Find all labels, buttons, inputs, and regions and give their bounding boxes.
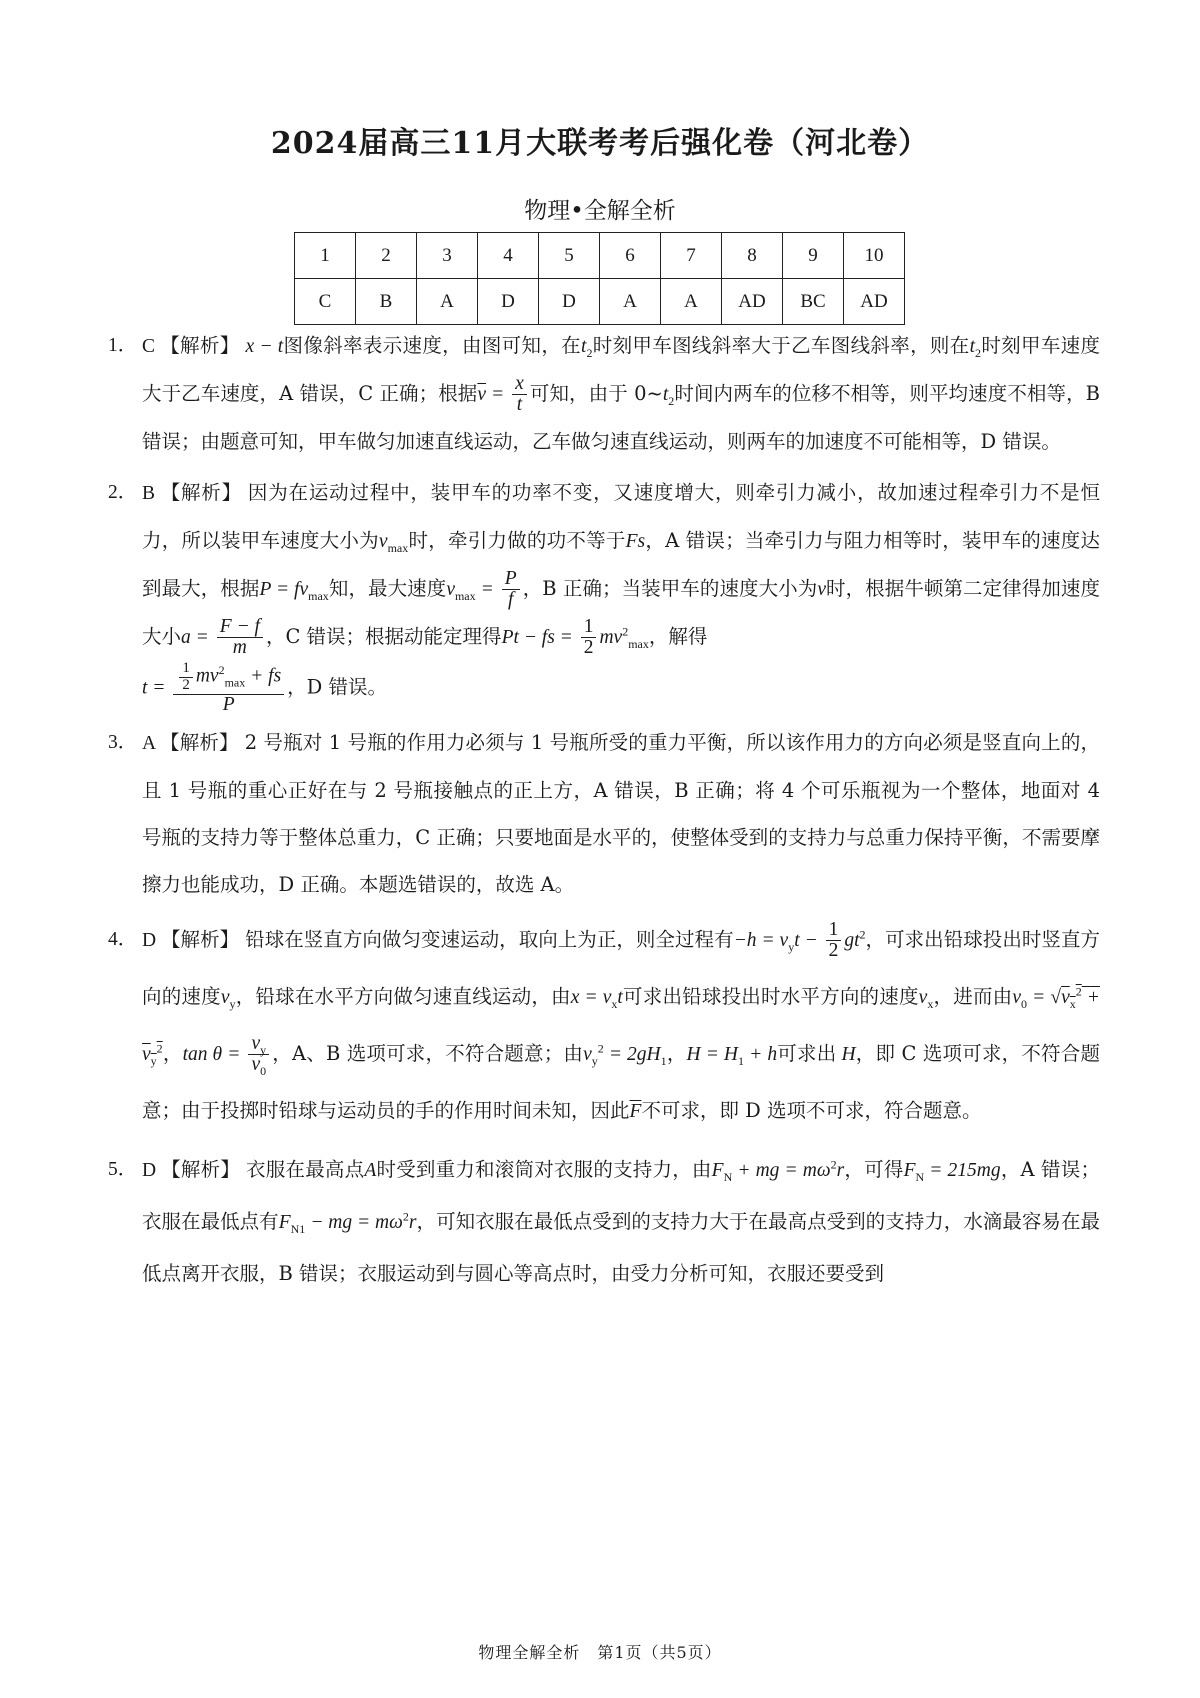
item-text: 时，根据牛顿第二定律得加速度大小: [142, 577, 1100, 648]
formula: A: [364, 1159, 377, 1181]
item-text: ，可求出铅球投出时竖直方向的速度: [142, 927, 1100, 1008]
item-text: ，A 错误；衣服在最低点有: [142, 1157, 1100, 1233]
table-cell: A: [600, 279, 661, 325]
fraction: $\frac{P}{f}$: [502, 569, 520, 611]
formula: $F_{N1}$ − mg = $m\omega^2r$: [278, 1209, 417, 1236]
item-text: 可求出: [777, 1041, 837, 1065]
page-title: 2024届高三11月大联考考后强化卷（河北卷）: [270, 126, 930, 161]
item-number: 1．: [108, 335, 138, 356]
item-text: ，可知衣服在最低点受到的支持力大于在最高点受到的支持力，水滴最容易在最低点离开衣服，B 错误；衣服运动到与圆心等高点时，由受力分析可知，衣服还要受到: [142, 1209, 1100, 1285]
item-text: ，可得: [844, 1157, 904, 1181]
formula: $v_x$: [918, 986, 934, 1011]
formula: $\overline{F}$: [629, 1100, 642, 1122]
page-footer: 物理全解全析 第1页（共5页）: [478, 1643, 722, 1662]
item-text: ，: [162, 1041, 183, 1065]
formula: $-h = v_yt$ −: [733, 929, 823, 954]
item-answer-key: D 【解析】: [142, 1159, 241, 1181]
formula: $v_y^2 = 2gH_1$: [583, 1041, 667, 1068]
formula: $t_2$: [581, 336, 593, 360]
item-text: ，C 错误；根据动能定理得: [265, 625, 502, 648]
item-text: 时受到重力和滚筒对衣服的支持力，由: [376, 1157, 712, 1181]
answer-table-answer-row: [295, 279, 905, 325]
formula: t =: [142, 677, 171, 699]
solutions-body: [108, 322, 1100, 1303]
table-cell: 2: [356, 233, 417, 279]
formula: Pt − fs =: [501, 627, 578, 648]
item-text: ，D 错误。: [287, 675, 388, 699]
item-text: ，A 错误；当牵引力与阻力相等时，装甲车的速度达到最大，根据: [142, 529, 1100, 600]
table-cell: AD: [722, 279, 783, 325]
formula: $P = fv_{max}$: [259, 579, 329, 603]
formula: tan θ =: [182, 1043, 246, 1065]
item-number: 5．: [108, 1158, 138, 1180]
table-cell: A: [661, 279, 722, 325]
formula: a =: [181, 627, 214, 648]
item-answer-key: C 【解析】: [142, 336, 240, 357]
table-cell: 5: [539, 233, 600, 279]
formula: Fs: [625, 531, 646, 552]
item-text: ，A、B 选项可求，不符合题意；由: [272, 1041, 584, 1065]
formula: $mv^2_{max}$: [599, 624, 649, 651]
item-text: 时刻甲车速度大于乙车速度，A 错误，C 正确；根据: [142, 334, 1100, 405]
item-text: ，铅球在水平方向做匀速直线运动，由: [235, 984, 571, 1008]
solution-item-1: [108, 322, 1100, 465]
item-text: 不可求，即 D 选项不可求，符合题意。: [641, 1098, 982, 1122]
fraction: $\frac{1}{2}$: [826, 920, 842, 962]
fraction: $\frac{1}{2}$ $mv^2_{max}$ + fs P: [173, 661, 284, 715]
table-cell: 8: [722, 233, 783, 279]
table-cell: 6: [600, 233, 661, 279]
item-answer-key: A 【解析】: [142, 732, 239, 754]
formula: $v_{max}$: [378, 531, 409, 555]
table-cell: D: [539, 279, 600, 325]
formula: $v_0 = √v_x^2 + v_y^2$: [142, 984, 1100, 1068]
item-number: 3．: [108, 731, 138, 753]
item-answer-key: D 【解析】: [142, 929, 240, 951]
solution-item-4: [108, 912, 1100, 1140]
item-text: ，B 正确；当装甲车的速度大小为: [522, 577, 818, 600]
table-cell: B: [356, 279, 417, 325]
item-text: 2 号瓶对 1 号瓶的作用力必须与 1 号瓶所受的重力平衡，所以该作用力的方向必须是竖直向上的，且 1 号瓶的重心正好在与 2 号瓶接触点的正上方，A 错误，B 正确；将 4 个可乐瓶视为一个整体，地面对 4 号瓶的支持力等于整体总重力，C 正确；只要地面是水平的，使整体受到的支持力与总重力保持平衡，不需要摩擦力也能成功，D 正确。本题选错误的，故选 A。: [142, 730, 1100, 896]
formula: v: [817, 579, 826, 600]
formula: x − t: [245, 336, 284, 357]
answer-table: [294, 232, 905, 325]
item-number: 2．: [108, 482, 138, 503]
item-text: 时，牵引力做的功不等于: [408, 529, 626, 552]
table-cell: 9: [783, 233, 844, 279]
formula: $F_N$ + mg = $m\omega^2r$: [711, 1157, 845, 1184]
table-cell: 10: [844, 233, 905, 279]
item-number: 4．: [108, 928, 138, 950]
formula: $t_2$: [662, 384, 675, 408]
item-text: ，: [666, 1041, 687, 1065]
page-subtitle: 物理•全解全析: [524, 198, 676, 224]
formula: $gt^2$: [844, 927, 866, 951]
table-cell: 4: [478, 233, 539, 279]
item-text: 时刻甲车图线斜率大于乙车图线斜率，则在: [592, 334, 970, 357]
formula: $v_{max}$ =: [446, 579, 499, 603]
fraction: $\frac{1}{2}$: [581, 617, 597, 659]
formula: $F_N = 215mg$: [903, 1159, 1001, 1184]
fraction: $\frac{v_y}{v_0}$: [248, 1034, 269, 1076]
item-text: 铅球在竖直方向做匀变速运动，取向上为正，则全过程有: [245, 927, 734, 951]
item-text: 知，最大速度: [328, 577, 447, 600]
item-text: 可求出铅球投出时水平方向的速度: [622, 984, 919, 1008]
item-text: 因为在运动过程中，装甲车的功率不变，又速度增大，则牵引力减小，故加速过程牵引力不是恒力，所以装甲车速度大小为: [142, 481, 1100, 552]
item-text: 可知，由于 0~: [529, 382, 663, 405]
item-text: 图像斜率表示速度，由图可知，在: [283, 334, 582, 357]
item-text: ，解得: [648, 625, 708, 648]
formula: $x = v_xt$: [570, 986, 623, 1011]
item-text: ，即 C 选项可求，不符合题意；由于投掷时铅球与运动员的手的作用时间未知，因此: [142, 1041, 1100, 1122]
formula: $v_y$: [220, 986, 236, 1011]
answer-table-number-row: [295, 233, 905, 279]
table-cell: C: [295, 279, 356, 325]
formula: $H = H_1 + h$: [686, 1043, 778, 1068]
fraction: $\frac{F - f}{m}$: [217, 617, 263, 659]
fraction: $\frac{x}{t}$: [512, 374, 527, 416]
formula: $\overline{v}$ =: [477, 384, 510, 405]
formula: H: [836, 1043, 856, 1065]
table-cell: 1: [295, 233, 356, 279]
item-text: ，进而由: [933, 984, 1013, 1008]
table-cell: D: [478, 279, 539, 325]
formula: $t_2$: [969, 336, 981, 360]
table-cell: 3: [417, 233, 478, 279]
solution-item-2: [108, 469, 1100, 715]
item-text: 时间内两车的位移不相等，则平均速度不相等，B 错误；由题意可知，甲车做匀加速直线运动，乙车做匀速直线运动，则两车的加速度不可能相等，D 错误。: [142, 382, 1100, 453]
solution-item-5: [108, 1144, 1100, 1299]
table-cell: AD: [844, 279, 905, 325]
table-cell: BC: [783, 279, 844, 325]
item-answer-key: B 【解析】: [142, 483, 242, 504]
solution-item-3: [108, 719, 1100, 908]
item-text: 衣服在最高点: [246, 1157, 365, 1181]
table-cell: 7: [661, 233, 722, 279]
table-cell: A: [417, 279, 478, 325]
